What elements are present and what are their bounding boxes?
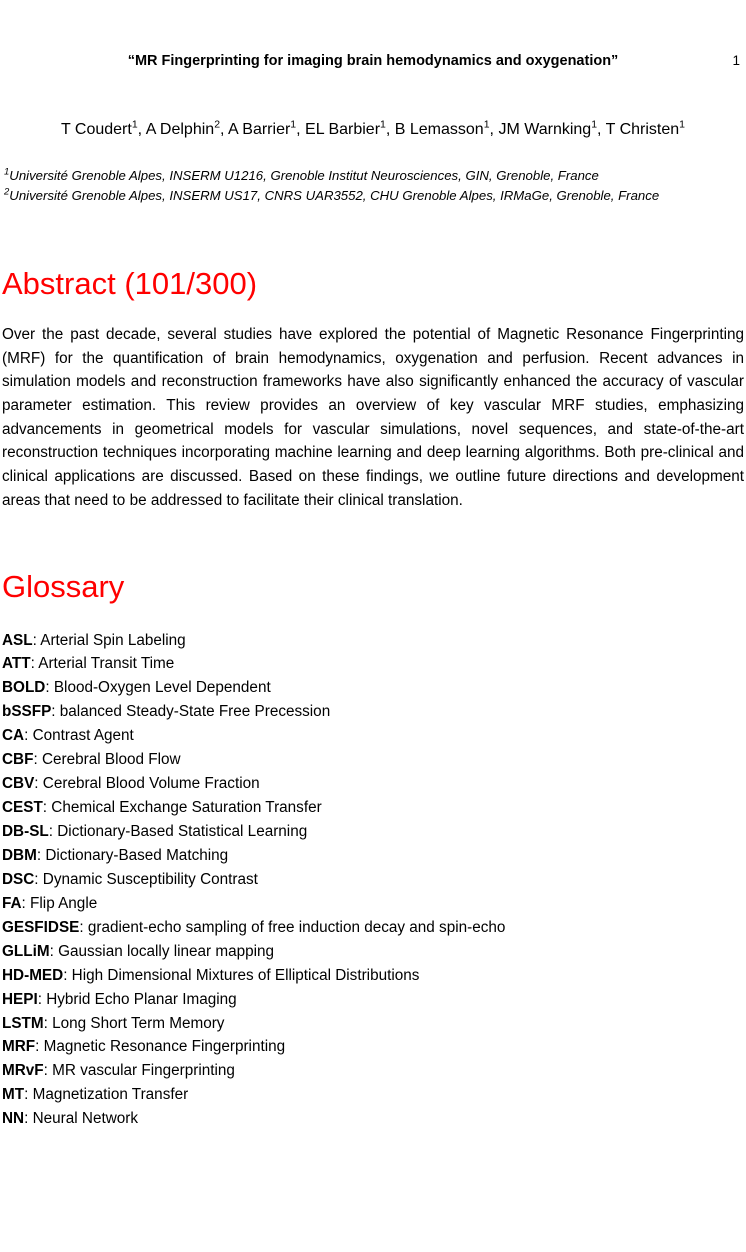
glossary-term: bSSFP <box>2 703 52 721</box>
glossary-definition: : High Dimensional Mixtures of Elliptical Distributions <box>63 966 420 984</box>
author-affiliation-marker: 1 <box>483 118 490 131</box>
glossary-entry <box>2 700 744 724</box>
affiliation-marker: 2 <box>4 186 10 198</box>
author-name: T Christen$^1$ <box>605 118 686 138</box>
glossary-entry <box>2 629 744 653</box>
author-affiliation-marker: 1 <box>131 118 138 131</box>
glossary-term: HD-MED <box>2 966 64 984</box>
glossary-entry <box>2 964 744 988</box>
glossary-definition: : Contrast Agent <box>24 727 134 745</box>
author-affiliation-marker: 1 <box>290 118 297 131</box>
author-name: A Delphin$^2$ <box>145 118 221 138</box>
glossary-definition: : Flip Angle <box>21 894 98 912</box>
glossary-term: ATT <box>2 655 31 673</box>
glossary-definition: : gradient-echo sampling of free induction decay and spin-echo <box>79 918 506 936</box>
glossary-definition: : Arterial Transit Time <box>30 655 175 673</box>
glossary-entry <box>2 1035 744 1059</box>
glossary-entry <box>2 748 744 772</box>
glossary-entry <box>2 820 744 844</box>
author-name: JM Warnking$^1$ <box>498 118 598 138</box>
author-affiliation-marker: 1 <box>380 118 386 131</box>
glossary-definition: : Chemical Exchange Saturation Transfer <box>42 799 322 817</box>
glossary-term: DSC <box>2 870 35 888</box>
author-name: T Coudert$^1$ <box>60 118 138 138</box>
glossary-definition: : Dictionary-Based Statistical Learning <box>48 823 308 841</box>
glossary-entry <box>2 652 744 676</box>
glossary-term: DB-SL <box>2 823 49 841</box>
glossary-term: CEST <box>2 799 43 817</box>
abstract-heading: Abstract (101/300) <box>2 265 258 301</box>
glossary-term: MT <box>2 1086 25 1104</box>
glossary-term: MRvF <box>2 1062 44 1080</box>
glossary-definition: : Cerebral Blood Volume Fraction <box>34 775 260 793</box>
glossary-entry <box>2 844 744 868</box>
glossary-term: DBM <box>2 846 37 864</box>
author-name: EL Barbier$^1$ <box>305 118 386 138</box>
glossary-definition: : Dictionary-Based Matching <box>36 846 229 864</box>
glossary-term: CBF <box>2 751 34 769</box>
glossary-entry <box>2 988 744 1012</box>
glossary-definition: : Blood-Oxygen Level Dependent <box>45 679 271 697</box>
author-affiliation-marker: 2 <box>214 118 221 131</box>
glossary-term: GLLiM <box>2 942 50 960</box>
glossary-entry <box>2 1083 744 1107</box>
glossary-entry <box>2 724 744 748</box>
abstract-body: Over the past decade, several studies have explored the potential of Magnetic Resonance Fingerprinting (MRF) for the quantification of brain hemodynamics, oxygenation and perfusion. Recent advances in simulation models and reconstruction frameworks have also significantly enhanced the accuracy of vascular parameter estimation. This review provides an overview of key vascular MRF studies, emphasizing advancements in geometrical models for vascular simulations, novel sequences, and state-of-the-art reconstruction techniques incorporating machine learning and deep learning algorithms. Both pre-clinical and clinical applications are discussed. Based on these findings, we outline future directions and development areas that need to be addressed to facilitate their clinical translation. <box>2 325 744 509</box>
author-name: A Barrier$^1$ <box>228 118 297 138</box>
glossary-entry <box>2 940 744 964</box>
author-list: T Coudert$^1$, A Delphin$^2$, A Barrier$^1$, EL Barbier$^1$, B Lemasson$^1$, JM Warnking$^1$, T Christen$^1$ <box>60 118 686 138</box>
glossary-entry <box>2 772 744 796</box>
glossary-definition: : Neural Network <box>24 1110 139 1128</box>
glossary-definition: : Dynamic Susceptibility Contrast <box>34 870 258 888</box>
document-page <box>0 52 746 1252</box>
author-name: B Lemasson$^1$ <box>394 118 490 138</box>
glossary-definition: : Magnetization Transfer <box>24 1086 189 1104</box>
glossary-list <box>2 629 744 1132</box>
glossary-term: HEPI <box>2 990 38 1008</box>
glossary-term: ASL <box>2 631 33 649</box>
glossary-definition: : MR vascular Fingerprinting <box>43 1062 235 1080</box>
affiliation-list <box>4 166 742 204</box>
glossary-term: GESFIDSE <box>2 918 80 936</box>
glossary-entry <box>2 796 744 820</box>
page-number: 1 <box>732 53 740 68</box>
glossary-definition: : Arterial Spin Labeling <box>32 631 186 649</box>
glossary-term: NN <box>2 1110 25 1128</box>
glossary-heading: Glossary <box>2 569 125 605</box>
glossary-term: BOLD <box>2 679 46 697</box>
glossary-entry <box>2 1059 744 1083</box>
author-affiliation-marker: 1 <box>679 118 686 131</box>
paper-title: “MR Fingerprinting for imaging brain hemodynamics and oxygenation” <box>127 53 619 69</box>
glossary-entry <box>2 868 744 892</box>
glossary-definition: : Gaussian locally linear mapping <box>49 942 275 960</box>
glossary-entry <box>2 676 744 700</box>
author-affiliation-marker: 1 <box>591 118 598 131</box>
glossary-term: FA <box>2 894 22 912</box>
glossary-entry <box>2 892 744 916</box>
glossary-term: CBV <box>2 775 35 793</box>
glossary-definition: : Magnetic Resonance Fingerprinting <box>35 1038 286 1056</box>
glossary-definition: : Long Short Term Memory <box>43 1014 225 1032</box>
affiliation-line: $^2$Université Grenoble Alpes, INSERM US17, CNRS UAR3552, CHU Grenoble Alpes, IRMaGe, Grenoble, France <box>4 186 660 203</box>
glossary-term: LSTM <box>2 1014 44 1032</box>
glossary-definition: : Cerebral Blood Flow <box>33 751 181 769</box>
glossary-entry <box>2 1107 744 1131</box>
glossary-definition: : balanced Steady-State Free Precession <box>51 703 331 721</box>
glossary-definition: : Hybrid Echo Planar Imaging <box>37 990 237 1008</box>
glossary-term: CA <box>2 727 25 745</box>
glossary-term: MRF <box>2 1038 36 1056</box>
affiliation-line: $^1$Université Grenoble Alpes, INSERM U1216, Grenoble Institut Neurosciences, GIN, Grenoble, France <box>4 167 599 184</box>
glossary-entry <box>2 1012 744 1036</box>
page-content <box>0 52 746 1131</box>
glossary-entry <box>2 916 744 940</box>
affiliation-marker: 1 <box>4 167 10 179</box>
